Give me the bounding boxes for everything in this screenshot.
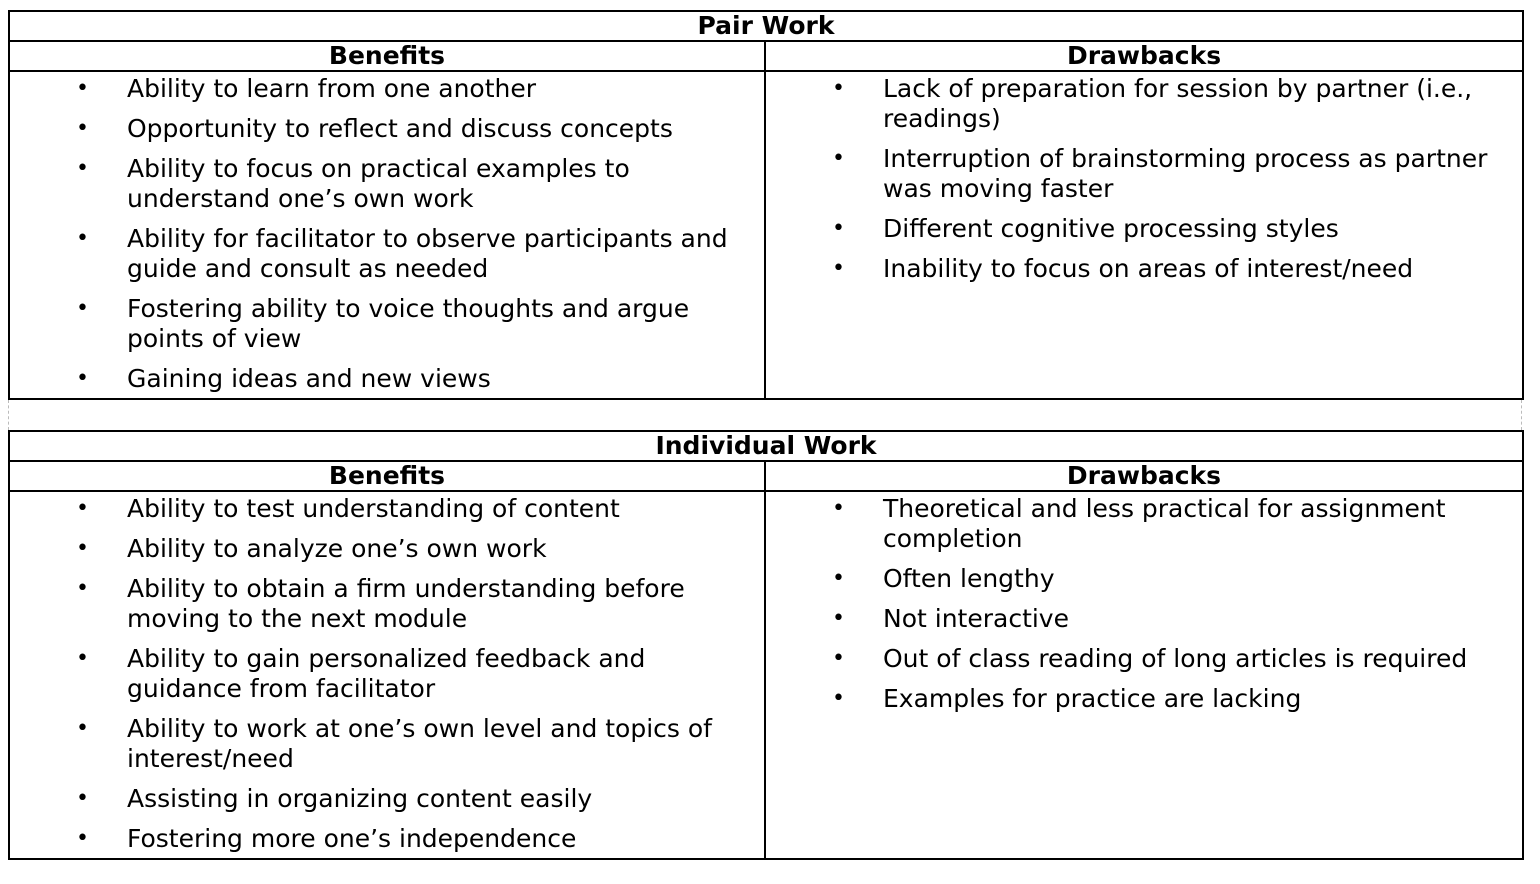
list-item	[766, 564, 1522, 594]
list-item-text: Fostering more one’s independence	[127, 824, 577, 853]
list-item-text: Ability to focus on practical examples to understand one’s own work	[127, 154, 630, 213]
section-spacer	[8, 400, 1522, 430]
list-item	[766, 604, 1522, 634]
individual-drawbacks-list	[766, 492, 1522, 718]
list-item-text: Gaining ideas and new views	[127, 364, 491, 393]
list-item-text: Different cognitive processing styles	[883, 214, 1339, 243]
pair-work-table	[8, 10, 1524, 400]
list-item	[766, 684, 1522, 714]
bullet-icon: •	[76, 826, 89, 851]
individual-work-table	[8, 430, 1524, 860]
list-item-text: Lack of preparation for session by partner (i.e., readings)	[883, 74, 1473, 133]
bullet-icon: •	[76, 536, 89, 561]
bullet-icon: •	[76, 366, 89, 391]
pair-drawbacks-header: Drawbacks	[765, 41, 1523, 71]
list-item-text: Assisting in organizing content easily	[127, 784, 593, 813]
list-item-text: Examples for practice are lacking	[883, 684, 1302, 713]
bullet-icon: •	[832, 256, 845, 281]
list-item-text: Ability to work at one’s own level and topics of interest/need	[127, 714, 712, 773]
individual-benefits-header: Benefits	[9, 461, 765, 491]
list-item-text: Ability to analyze one’s own work	[127, 534, 547, 563]
bullet-icon: •	[76, 76, 89, 101]
bullet-icon: •	[832, 76, 845, 101]
list-item	[10, 784, 764, 814]
list-item-text: Ability for facilitator to observe participants and guide and consult as needed	[127, 224, 728, 283]
bullet-icon: •	[832, 496, 845, 521]
pair-work-title: Pair Work	[9, 11, 1523, 41]
list-item	[766, 254, 1522, 284]
bullet-icon: •	[832, 216, 845, 241]
bullet-icon: •	[76, 646, 89, 671]
list-item	[10, 644, 764, 704]
bullet-icon: •	[832, 606, 845, 631]
pair-drawbacks-list	[766, 72, 1522, 288]
list-item	[766, 494, 1522, 554]
bullet-icon: •	[832, 686, 845, 711]
list-item	[10, 114, 764, 144]
list-item	[10, 714, 764, 774]
bullet-icon: •	[832, 646, 845, 671]
pair-benefits-list	[10, 72, 764, 398]
list-item-text: Ability to test understanding of content	[127, 494, 620, 523]
individual-drawbacks-cell	[765, 491, 1523, 859]
list-item	[766, 214, 1522, 244]
list-item	[766, 644, 1522, 674]
pair-benefits-header: Benefits	[9, 41, 765, 71]
pair-drawbacks-cell	[765, 71, 1523, 399]
list-item	[10, 574, 764, 634]
bullet-icon: •	[832, 566, 845, 591]
list-item	[766, 74, 1522, 134]
list-item	[10, 824, 764, 854]
bullet-icon: •	[76, 496, 89, 521]
list-item-text: Inability to focus on areas of interest/need	[883, 254, 1414, 283]
bullet-icon: •	[76, 786, 89, 811]
list-item-text: Interruption of brainstorming process as partner was moving faster	[883, 144, 1488, 203]
list-item-text: Ability to gain personalized feedback and guidance from facilitator	[127, 644, 646, 703]
list-item	[10, 224, 764, 284]
individual-benefits-list	[10, 492, 764, 858]
list-item-text: Not interactive	[883, 604, 1069, 633]
individual-benefits-cell	[9, 491, 765, 859]
list-item	[10, 534, 764, 564]
pair-benefits-cell	[9, 71, 765, 399]
list-item-text: Ability to obtain a firm understanding before moving to the next module	[127, 574, 685, 633]
list-item-text: Opportunity to reflect and discuss concepts	[127, 114, 673, 143]
list-item-text: Fostering ability to voice thoughts and argue points of view	[127, 294, 690, 353]
bullet-icon: •	[76, 716, 89, 741]
bullet-icon: •	[832, 146, 845, 171]
individual-work-title: Individual Work	[9, 431, 1523, 461]
bullet-icon: •	[76, 576, 89, 601]
document-page	[8, 10, 1522, 860]
list-item-text: Out of class reading of long articles is required	[883, 644, 1468, 673]
list-item	[10, 364, 764, 394]
list-item	[10, 154, 764, 214]
list-item	[10, 74, 764, 104]
bullet-icon: •	[76, 116, 89, 141]
list-item	[10, 494, 764, 524]
list-item-text: Theoretical and less practical for assignment completion	[883, 494, 1446, 553]
list-item-text: Often lengthy	[883, 564, 1055, 593]
bullet-icon: •	[76, 296, 89, 321]
list-item	[10, 294, 764, 354]
bullet-icon: •	[76, 226, 89, 251]
individual-drawbacks-header: Drawbacks	[765, 461, 1523, 491]
list-item	[766, 144, 1522, 204]
bullet-icon: •	[76, 156, 89, 181]
list-item-text: Ability to learn from one another	[127, 74, 537, 103]
